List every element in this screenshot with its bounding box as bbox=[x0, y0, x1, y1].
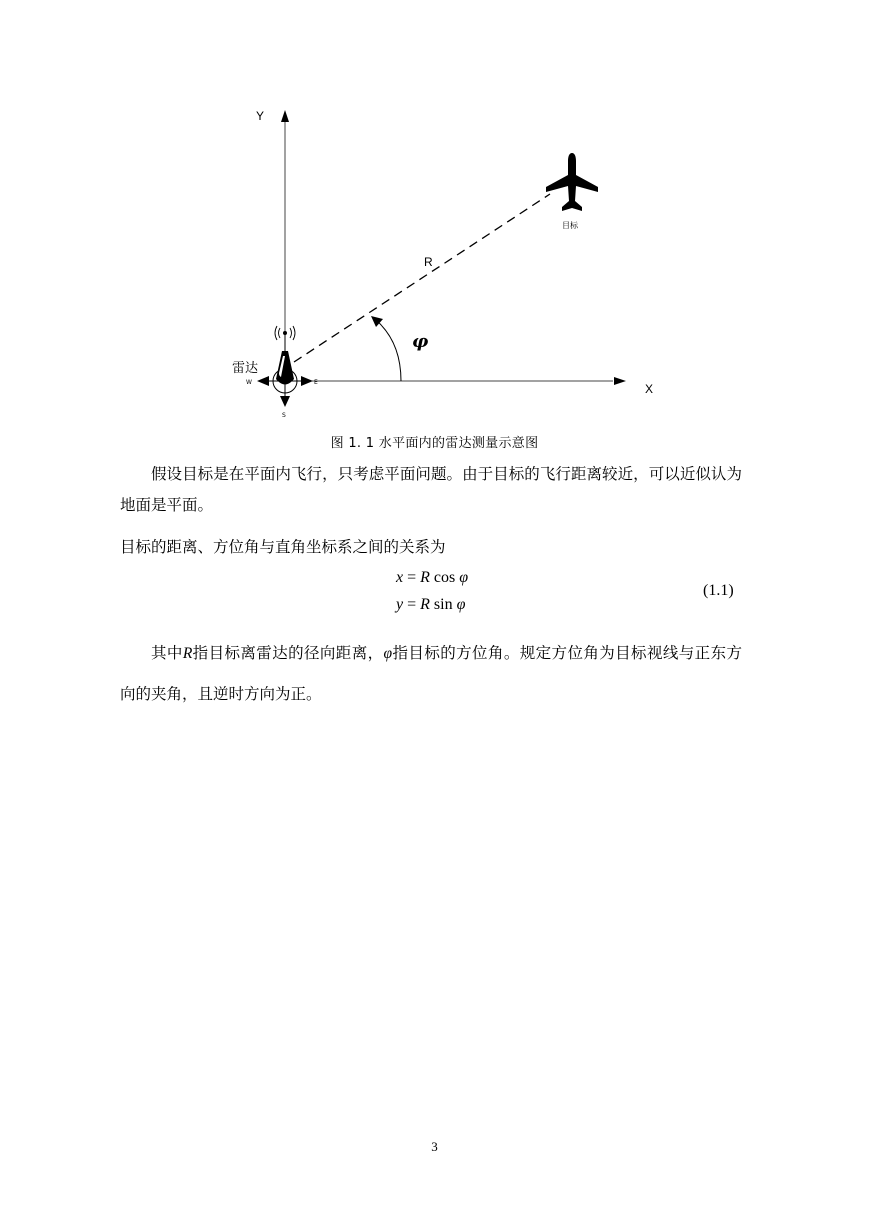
x-axis-label: X bbox=[645, 382, 654, 396]
radar-diagram bbox=[228, 100, 656, 430]
compass-w-label: W bbox=[246, 379, 252, 386]
range-label: R bbox=[424, 255, 433, 269]
equation-y bbox=[396, 596, 465, 614]
figure-caption: 图 1. 1 水平面内的雷达测量示意图 bbox=[330, 436, 539, 451]
eq2-phi: φ bbox=[456, 596, 466, 613]
paragraph-definition bbox=[120, 633, 742, 714]
compass-e-label: E bbox=[314, 379, 318, 386]
eq1-equals: = bbox=[403, 569, 421, 586]
paragraph-assumption: 假设目标是在平面内飞行，只考虑平面问题。由于目标的飞行距离较近，可以近似认为地面是平面。 bbox=[120, 465, 742, 514]
equation-number: (1.1) bbox=[703, 582, 734, 599]
y-axis-label: Y bbox=[256, 109, 265, 123]
radar-label: 雷达 bbox=[232, 361, 259, 376]
eq2-r: R bbox=[420, 596, 430, 613]
para3-phi: φ bbox=[383, 645, 393, 662]
radar-figure bbox=[228, 100, 656, 430]
angle-label: φ bbox=[412, 331, 429, 352]
page-number: 3 bbox=[431, 1139, 438, 1154]
eq1-lhs: x bbox=[396, 569, 404, 586]
compass-s-label: S bbox=[282, 412, 286, 419]
eq2-equals: = bbox=[403, 596, 421, 613]
para3-part-a: 其中 bbox=[151, 644, 183, 662]
eq1-fn: cos bbox=[429, 569, 460, 586]
paragraph-relation: 目标的距离、方位角与直角坐标系之间的关系为 bbox=[120, 538, 446, 556]
equation-x bbox=[396, 569, 468, 587]
eq2-fn: sin bbox=[429, 596, 457, 613]
target-label: 目标 bbox=[562, 221, 578, 230]
eq1-r: R bbox=[420, 569, 430, 586]
para3-part-c: 指目标的方位角。规定方位角为目标视线与正东方向的夹角，且逆时方向为正。 bbox=[120, 644, 742, 703]
para3-r: R bbox=[182, 645, 193, 662]
eq2-lhs: y bbox=[396, 596, 404, 613]
para3-part-b: 指目标离雷达的径向距离， bbox=[192, 644, 384, 662]
eq1-phi: φ bbox=[459, 569, 469, 586]
